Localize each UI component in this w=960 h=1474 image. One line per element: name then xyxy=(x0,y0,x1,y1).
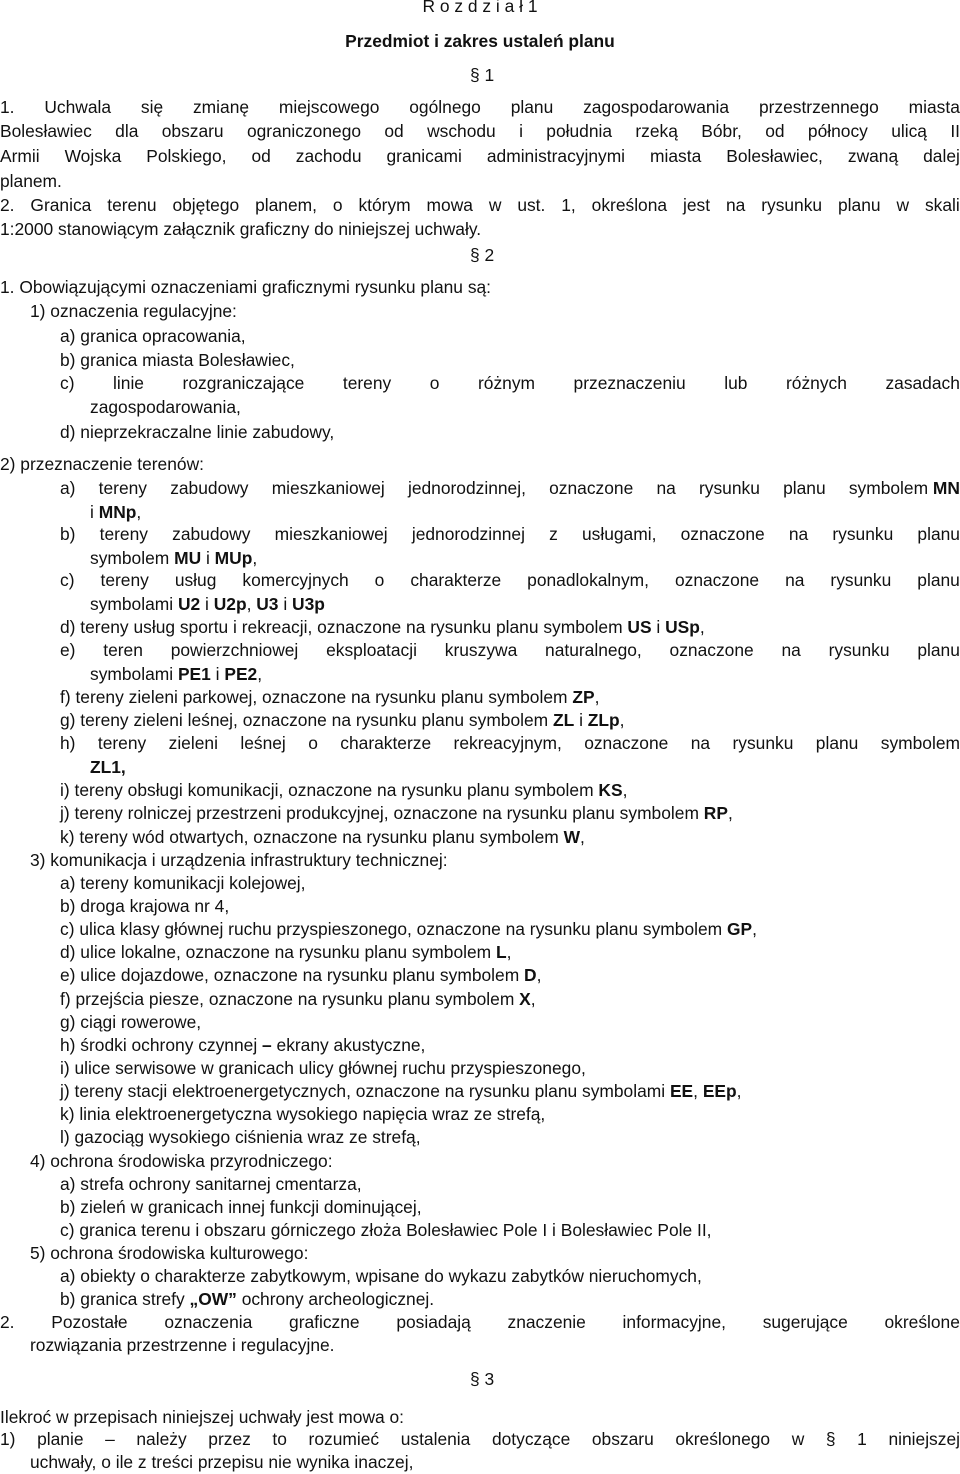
list-item: a) tereny zabudowy mieszkaniowej jednorodzinnej, oznaczone na rysunku planu symbolem MN xyxy=(60,478,960,498)
list-item: zagospodarowania, xyxy=(90,397,241,417)
list-item: b) granica strefy „OW” ochrony archeologicznej. xyxy=(60,1289,435,1309)
section-number: § 3 xyxy=(470,1369,495,1389)
list-item: a) granica opracowania, xyxy=(60,326,246,346)
list-item: 5) ochrona środowiska kulturowego: xyxy=(30,1243,309,1263)
list-item: g) ciągi rowerowe, xyxy=(60,1012,202,1032)
paragraph-line: 1:2000 stanowiącym załącznik graficzny do niniejszej uchwały. xyxy=(0,219,482,239)
list-item: c) granica terenu i obszaru górniczego złoża Bolesławiec Pole I i Bolesławiec Pole II, xyxy=(60,1220,712,1240)
paragraph-line: 2. Granica terenu objętego planem, o którym mowa w ust. 1, określona jest na rysunku planu w skali xyxy=(0,195,960,215)
list-item: g) tereny zieleni leśnej, oznaczone na rysunku planu symbolem ZL i ZLp, xyxy=(60,710,625,730)
list-item: 4) ochrona środowiska przyrodniczego: xyxy=(30,1151,333,1171)
list-item: c) linie rozgraniczające tereny o różnym przeznaczeniu lub różnych zasadach xyxy=(60,373,960,393)
section-number: § 2 xyxy=(470,245,495,265)
list-item: a) tereny komunikacji kolejowej, xyxy=(60,873,306,893)
list-item: ZL1, xyxy=(90,757,126,777)
list-item: symbolami PE1 i PE2, xyxy=(90,664,263,684)
list-item: a) obiekty o charakterze zabytkowym, wpisane do wykazu zabytków nieruchomych, xyxy=(60,1266,702,1286)
list-item: d) tereny usług sportu i rekreacji, oznaczone na rysunku planu symbolem US i USp, xyxy=(60,617,705,637)
paragraph-line: rozwiązania przestrzenne i regulacyjne. xyxy=(30,1335,335,1355)
list-item: 1) planie – należy przez to rozumieć ustalenia dotyczące obszaru określonego w § 1 niniejszej xyxy=(0,1429,960,1449)
paragraph-line: Bolesławiec dla obszaru ograniczonego od wschodu i południa rzeką Bóbr, od północy ulicą II xyxy=(0,121,960,141)
list-item: b) granica miasta Bolesławiec, xyxy=(60,350,295,370)
paragraph-line: 1. Uchwala się zmianę miejscowego ogólnego planu zagospodarowania przestrzennego miasta xyxy=(0,97,960,117)
list-item: h) tereny zieleni leśnej o charakterze rekreacyjnym, oznaczone na rysunku planu symbolem xyxy=(60,733,960,753)
list-item: i) tereny obsługi komunikacji, oznaczone na rysunku planu symbolem KS, xyxy=(60,780,628,800)
chapter-heading: R o z d z i a ł 1 xyxy=(422,0,538,16)
paragraph-line: 1. Obowiązującymi oznaczeniami graficznymi rysunku planu są: xyxy=(0,277,492,297)
paragraph-line: Armii Wojska Polskiego, od zachodu granicami administracyjnymi miasta Bolesławiec, zwaną dalej xyxy=(0,146,960,166)
list-item: b) tereny zabudowy mieszkaniowej jednorodzinnej z usługami, oznaczone na rysunku planu xyxy=(60,524,960,544)
list-item: uchwały, o ile z treści przepisu nie wynika inaczej, xyxy=(30,1452,414,1472)
list-item: e) ulice dojazdowe, oznaczone na rysunku planu symbolem D, xyxy=(60,965,542,985)
chapter-title: Przedmiot i zakres ustaleń planu xyxy=(345,31,615,51)
list-item: c) ulica klasy głównej ruchu przyspieszonego, oznaczone na rysunku planu symbolem GP, xyxy=(60,919,757,939)
paragraph-line: Ilekroć w przepisach niniejszej uchwały jest mowa o: xyxy=(0,1407,405,1427)
list-item: f) przejścia piesze, oznaczone na rysunku planu symbolem X, xyxy=(60,989,536,1009)
paragraph-line: planem. xyxy=(0,171,62,191)
list-item: e) teren powierzchniowej eksploatacji kruszywa naturalnego, oznaczone na rysunku planu xyxy=(60,640,960,660)
list-item: i MNp, xyxy=(90,502,142,522)
list-item: d) ulice lokalne, oznaczone na rysunku planu symbolem L, xyxy=(60,942,512,962)
list-item: b) zieleń w granicach innej funkcji dominującej, xyxy=(60,1197,422,1217)
list-item: 1) oznaczenia regulacyjne: xyxy=(30,301,237,321)
list-item: symbolami U2 i U2p, U3 i U3p xyxy=(90,594,325,614)
list-item: a) strefa ochrony sanitarnej cmentarza, xyxy=(60,1174,362,1194)
list-item: h) środki ochrony czynnej – ekrany akustyczne, xyxy=(60,1035,426,1055)
list-item: j) tereny rolniczej przestrzeni produkcyjnej, oznaczone na rysunku planu symbolem RP, xyxy=(60,803,733,823)
list-item: c) tereny usług komercyjnych o charakterze ponadlokalnym, oznaczone na rysunku planu xyxy=(60,570,960,590)
list-item: i) ulice serwisowe w granicach ulicy głównej ruchu przyspieszonego, xyxy=(60,1058,586,1078)
list-item: symbolem MU i MUp, xyxy=(90,548,258,568)
section-number: § 1 xyxy=(470,65,495,85)
paragraph-line: 2. Pozostałe oznaczenia graficzne posiadają znaczenie informacyjne, sugerujące określone xyxy=(0,1312,960,1332)
list-item: 2) przeznaczenie terenów: xyxy=(0,454,204,474)
list-item: k) linia elektroenergetyczna wysokiego napięcia wraz ze strefą, xyxy=(60,1104,546,1124)
list-item: k) tereny wód otwartych, oznaczone na rysunku planu symbolem W, xyxy=(60,827,585,847)
list-item: j) tereny stacji elektroenergetycznych, oznaczone na rysunku planu symbolami EE, EEp, xyxy=(60,1081,742,1101)
list-item: 3) komunikacja i urządzenia infrastruktury technicznej: xyxy=(30,850,448,870)
list-item: f) tereny zieleni parkowej, oznaczone na rysunku planu symbolem ZP, xyxy=(60,687,600,707)
list-item: l) gazociąg wysokiego ciśnienia wraz ze strefą, xyxy=(60,1127,421,1147)
list-item: d) nieprzekraczalne linie zabudowy, xyxy=(60,422,335,442)
list-item: b) droga krajowa nr 4, xyxy=(60,896,230,916)
